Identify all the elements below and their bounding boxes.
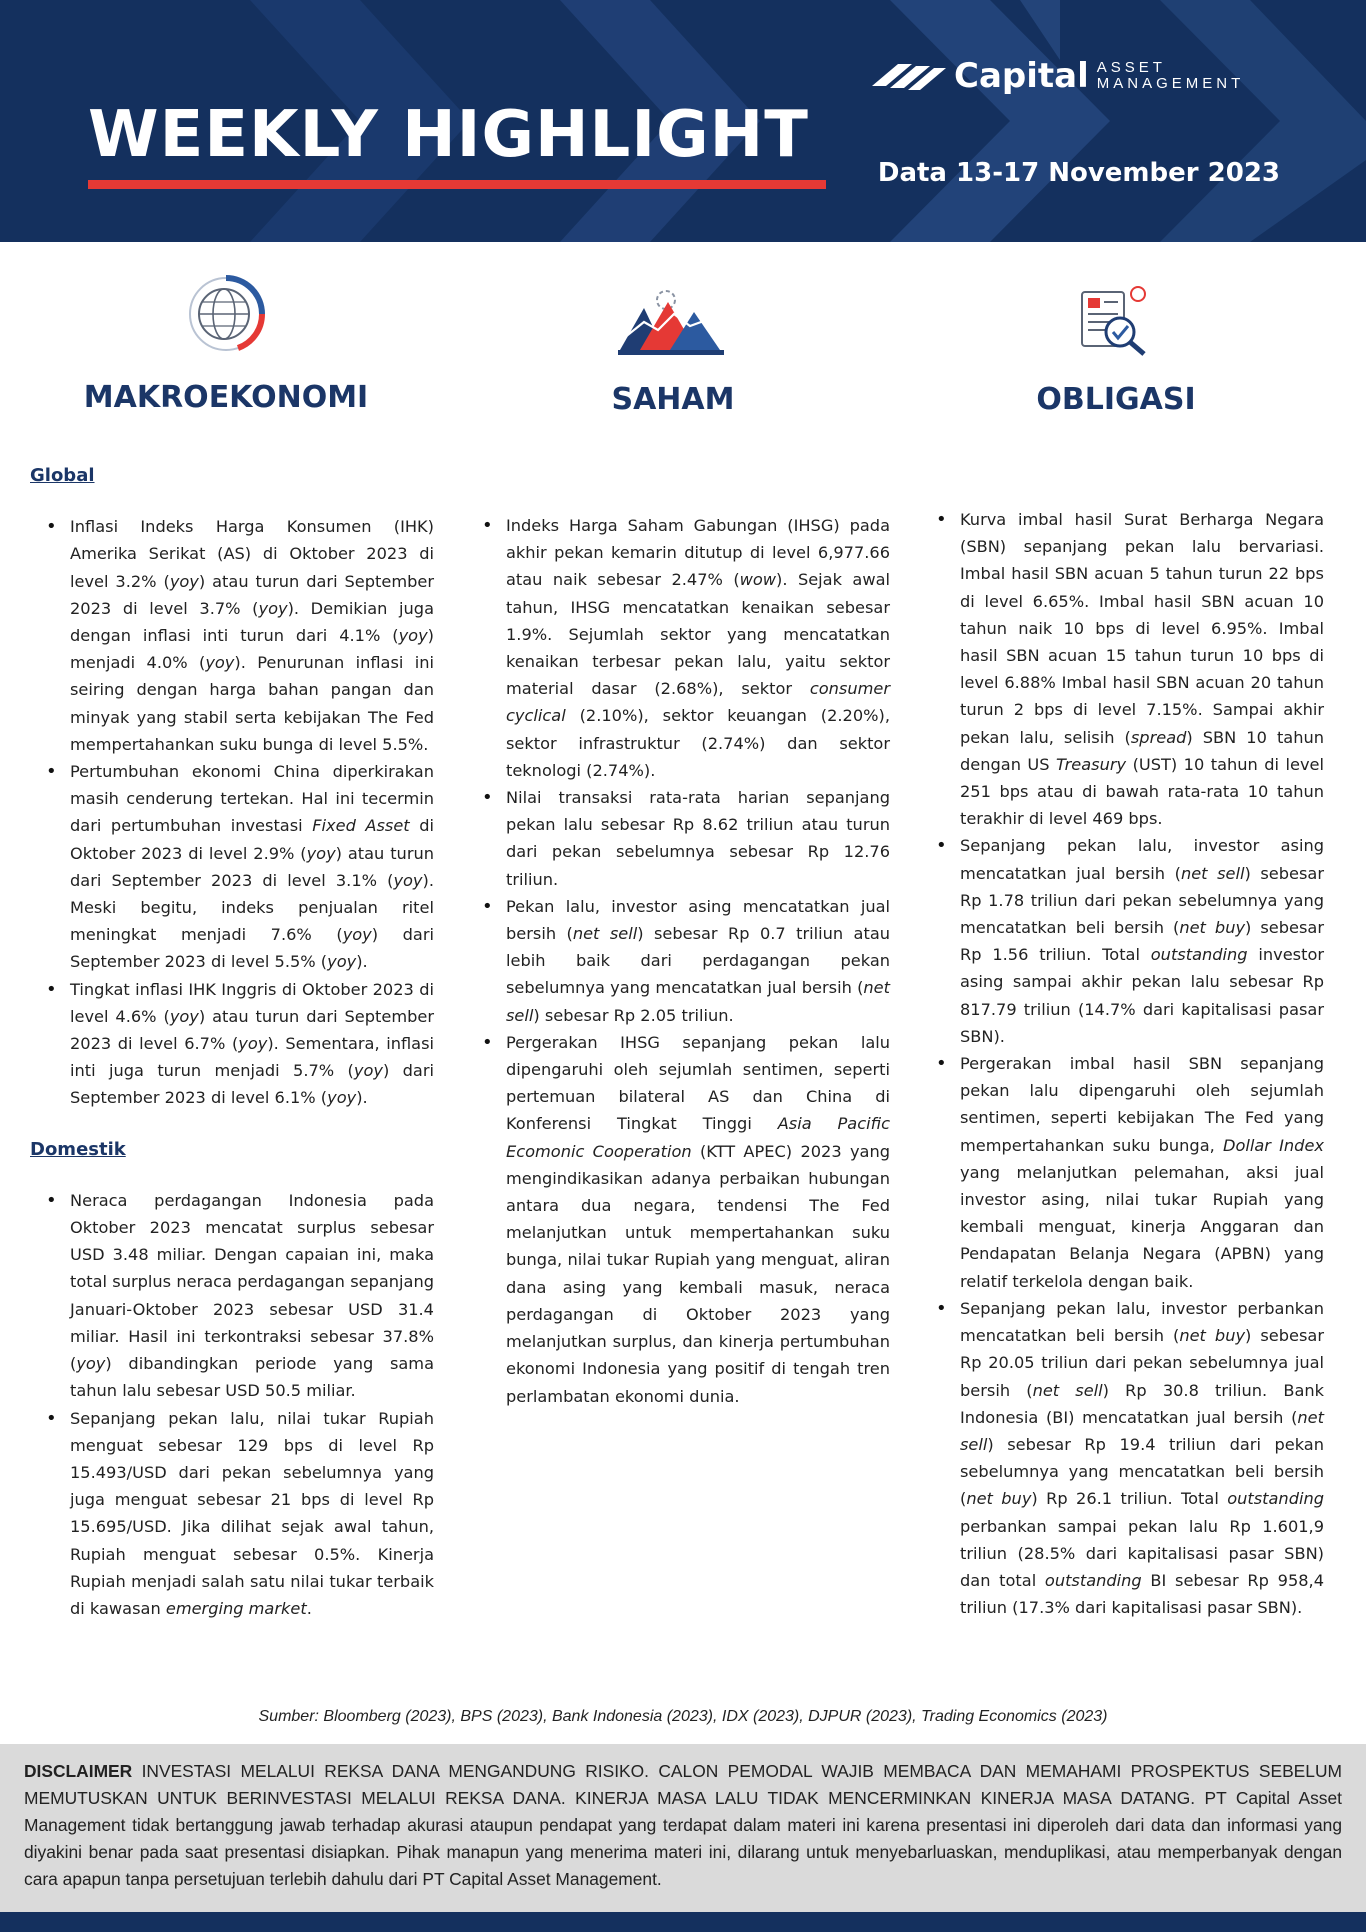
disclaimer-text: INVESTASI MELALUI REKSA DANA MENGANDUNG RISIKO. CALON PEMODAL WAJIB MEMBACA DAN MEMAHAMI PROSPEKTUS SEBELUM MEMUTUSKAN UNTUK BERINVESTASI MELALUI REKSA DANA. KINERJA MASA LALU TIDAK MENCERMINKAN KINERJA MASA DATANG. PT Capital Asset Management tidak bertanggung jawab terhadap akurasi ataupun pendapat yang terdapat dalam materi ini karena presentasi ini diperoleh dari data dan informasi yang diyakini benar pada saat presentasi disiapkan. Pihak manapun yang menerima materi ini, dilarang untuk menyebarluaskan, menduplikasi, atau memperbanyak dengan cara apapun tanpa persetujuan terlebih dahulu dari PT Capital Asset Management. [24,1761,1342,1889]
list-item [466,784,890,893]
italic-term: net sell [960,1407,1324,1454]
text-segment: ) atau turun dari September 2023 di level 3.1% ( [70,843,434,890]
column-title-obligasi: OBLIGASI [1036,382,1196,417]
italic-term: net sell [1032,1380,1103,1400]
global-list [30,513,434,1111]
italic-term: wow [739,570,777,590]
italic-term: yoy [169,1006,199,1026]
text-segment: ) dari September 2023 di level 6.1% ( [70,1061,434,1108]
italic-term: yoy [76,1354,106,1374]
text-segment: ) sebesar Rp 2.05 triliun. [533,1005,734,1025]
italic-term: yoy [353,1061,383,1081]
text-segment: ) sebesar Rp 1.78 triliun dari pekan sebelumnya yang mencatatkan beli bersih ( [960,863,1324,938]
logo-sub-line-1: ASSET [1096,59,1166,76]
text-segment: ) Rp 26.1 triliun. Total [1031,1489,1228,1509]
source-note: Sumber: Bloomberg (2023), BPS (2023), Bank Indonesia (2023), IDX (2023), DJPUR (2023), Trading Economics (2023) [258,1708,1108,1725]
italic-term: yoy [238,1034,268,1054]
italic-term: yoy [205,653,235,673]
title-underline [88,180,826,189]
text-segment: Pertumbuhan ekonomi China diperkirakan masih cenderung tertekan. Hal ini tecermin dari pertumbuhan investasi [70,762,434,836]
italic-term: net sell [1180,863,1245,883]
list-item [30,1405,434,1623]
saham-column [466,512,890,1410]
text-segment: Pekan lalu, investor asing mencatatkan jual bersih ( [506,896,890,944]
text-segment: (2.10%), sektor keuangan (2.20%), sektor infrastruktur (2.74%) dan sektor teknologi (2.74%). [506,706,890,780]
footer-bar [0,1912,1366,1932]
text-segment: ) sebesar Rp 20.05 triliun dari pekan sebelumnya jual bersih ( [960,1326,1325,1400]
italic-term: net sell [506,978,890,1025]
capital-logo [868,56,1244,96]
text-segment: ) atau turun dari September 2023 di level 6.7% ( [70,1006,434,1054]
text-segment: ) dari September 2023 di level 5.5% ( [70,925,434,972]
mountain-chart-icon [618,286,728,360]
logo-brand-text: Capital [954,56,1089,96]
global-heading: Global [30,465,95,486]
italic-term: yoy [306,843,336,863]
text-segment: ). Penurunan inflasi ini seiring dengan harga bahan pangan dan minyak yang stabil serta kebijakan The Fed mempertahankan suku bunga di level 5.5%. [70,653,434,754]
italic-term: outstanding [1227,1489,1324,1509]
column-title-saham: SAHAM [611,382,735,417]
text-segment: ) menjadi 4.0% ( [70,626,434,673]
header-banner [0,0,1366,242]
text-segment: ). [356,952,368,972]
text-segment: Tingkat inflasi IHK Inggris di Oktober 2023 di level 4.6% ( [70,979,434,1026]
italic-term: net buy [966,1489,1032,1509]
text-segment: (UST) 10 tahun di level 251 bps atau di bawah rata-rata 10 tahun terakhir di level 469 bps. [960,754,1324,829]
italic-term: Treasury [1056,754,1127,774]
text-segment: Nilai transaksi rata-rata harian sepanjang pekan lalu sebesar Rp 8.62 triliun atau turun dari pekan sebelumnya sebesar Rp 12.76 triliun. [506,788,890,889]
italic-term: yoy [342,925,372,945]
text-segment: (KTT APEC) 2023 yang mengindikasikan adanya perbaikan hubungan antara dua negara, tendensi The Fed melanjutkan untuk mempertahankan suku bunga, nilai tukar Rupiah yang menguat, aliran dana asing yang kembali masuk, neraca perdagangan di Oktober 2023 yang melanjutkan surplus, dan kinerja pertumbuhan ekonomi Indonesia yang positif di tengah tren perlambatan ekonomi dunia. [506,1141,890,1406]
list-item [920,1295,1324,1621]
domestik-list [30,1187,434,1622]
text-segment: investor asing sampai akhir pekan lalu sebesar Rp 817.79 triliun (14.7% dari kapitalisasi pasar SBN). [960,945,1325,1046]
page-title: WEEKLY HIGHLIGHT [88,98,809,172]
text-segment: Neraca perdagangan Indonesia pada Oktober 2023 mencatat surplus sebesar USD 3.48 miliar. Dengan capaian ini, maka total surplus neraca perdagangan sepanjang Januari-Oktober 2023 sebesar USD 31.4 miliar. Hasil ini terkontraksi sebesar 37.8% ( [70,1190,434,1374]
italic-term: yoy [327,952,357,972]
italic-term: outstanding [1044,1570,1142,1590]
text-segment: ) Rp 30.8 triliun. Bank Indonesia (BI) mencatatkan jual bersih ( [960,1380,1324,1427]
italic-term: net buy [1179,918,1246,938]
italic-term: Dollar Index [1222,1135,1324,1155]
text-segment: ). Demikian juga dengan inflasi inti turun dari 4.1% ( [70,598,435,646]
text-segment: Kurva imbal hasil Surat Berharga Negara (SBN) sepanjang pekan lalu bervariasi. Imbal hasil SBN acuan 5 tahun turun 22 bps di level 6.65%. Imbal hasil SBN acuan 10 tahun naik 10 bps di level 6.95%. Imbal hasil SBN acuan 15 tahun turun 10 bps di level 6.88% Imbal hasil SBN acuan 20 tahun turun 2 bps di level 7.15%. Sampai akhir pekan lalu, selisih ( [960,510,1324,747]
list-item [920,1050,1324,1295]
italic-term: outstanding [1150,945,1248,965]
text-segment: . [306,1598,312,1618]
text-segment: ) SBN 10 tahun dengan US [960,727,1325,774]
globe-icon [186,274,266,354]
italic-term: Fixed Asset [312,816,410,836]
disclaimer [24,1758,1342,1893]
text-segment: perbankan sampai pekan lalu Rp 1.601,9 triliun (28.5% dari kapitalisasi pasar SBN) dan total [960,1516,1324,1590]
italic-term: emerging market [165,1598,307,1618]
italic-term: net sell [572,924,638,944]
italic-term: yoy [327,1088,357,1108]
text-segment: ) sebesar Rp 0.7 triliun atau lebih baik dari perdagangan pekan sebelumnya yang mencatatkan jual bersih ( [506,924,891,998]
text-segment: ). Sejak awal tahun, IHSG mencatatkan kenaikan sebesar 1.9%. Sejumlah sektor yang mencatatkan kenaikan terbesar pekan lalu, yaitu sektor material dasar (2.68%), sektor [506,570,890,699]
text-segment: ) atau turun dari September 2023 di level 3.7% ( [70,571,434,618]
makro-column [30,462,434,1622]
list-item [466,1029,890,1410]
obligasi-column [920,506,1324,1621]
logo-subtitle [1097,60,1245,92]
list-item [920,506,1324,832]
text-segment: Pergerakan IHSG sepanjang pekan lalu dipengaruhi oleh sejumlah sentimen, seperti pertemuan bilateral AS dan China di Konferensi Tingkat Tinggi [506,1032,890,1134]
text-segment: Sepanjang pekan lalu, nilai tukar Rupiah menguat sebesar 129 bps di level Rp 15.493/USD dari pekan sebelumnya yang juga menguat sebesar 21 bps di level Rp 15.695/USD. Jika dilihat sejak awal tahun, Rupiah menguat sebesar 0.5%. Kinerja Rupiah menjadi salah satu nilai tukar terbaik di kawasan [70,1408,434,1618]
capital-logo-icon [868,58,948,94]
italic-term: yoy [393,870,423,890]
domestik-heading: Domestik [30,1138,126,1160]
text-segment: Pergerakan imbal hasil SBN sepanjang pekan lalu dipengaruhi oleh sejumlah sentimen, seperti kebijakan The Fed yang mempertahankan suku bunga, [960,1054,1324,1155]
text-segment: Indeks Harga Saham Gabungan (IHSG) pada akhir pekan kemarin ditutup di level 6,977.66 atau naik sebesar 2.47% ( [506,516,890,590]
text-segment: ). [356,1088,368,1108]
italic-term: net buy [1179,1326,1246,1346]
text-segment: BI sebesar Rp 958,4 triliun (17.3% dari kapitalisasi pasar SBN). [960,1570,1324,1618]
list-item [30,513,434,758]
text-segment: di Oktober 2023 di level 2.9% ( [70,816,434,863]
list-item [466,893,890,1029]
italic-term: consumer cyclical [506,679,890,726]
text-segment: ) sebesar Rp 1.56 triliun. Total [960,918,1325,965]
list-item [30,1187,434,1405]
column-title-makroekonomi: MAKROEKONOMI [83,380,369,415]
document-check-icon [1076,282,1156,358]
italic-term: yoy [258,598,288,618]
text-segment: Inflasi Indeks Harga Konsumen (IHK) Amerika Serikat (AS) di Oktober 2023 di level 3.2% ( [70,517,434,591]
text-segment: ) sebesar Rp 19.4 triliun dari pekan sebelumnya yang mencatatkan beli bersih ( [960,1434,1324,1509]
list-item [920,832,1324,1050]
saham-list [466,512,890,1410]
list-item [30,976,434,1112]
italic-term: Asia Pacific Ecomonic Cooperation [506,1114,890,1161]
text-segment: ). Meski begitu, indeks penjualan ritel meningkat menjadi 7.6% ( [70,870,434,945]
italic-term: yoy [169,571,199,591]
text-segment: ) dibandingkan periode yang sama tahun lalu sebesar USD 50.5 miliar. [70,1354,434,1401]
list-item [30,758,434,976]
logo-sub-line-2: MANAGEMENT [1096,75,1245,92]
text-segment: yang melanjutkan pelemahan, aksi jual investor asing, nilai tukar Rupiah yang kembali menguat, kinerja Anggaran dan Pendapatan Belanja Negara (APBN) yang relatif terkelola dengan baik. [960,1162,1324,1291]
text-segment: Sepanjang pekan lalu, investor asing mencatatkan jual bersih ( [960,836,1324,883]
obligasi-list [920,506,1324,1621]
report-date: Data 13-17 November 2023 [877,158,1280,188]
italic-term: spread [1130,727,1187,747]
disclaimer-label: DISCLAIMER [24,1761,133,1781]
list-item [466,512,890,784]
text-segment: ). Sementara, inflasi inti juga turun menjadi 5.7% ( [70,1034,434,1081]
text-segment: Sepanjang pekan lalu, investor perbankan mencatatkan beli bersih ( [960,1298,1324,1346]
italic-term: yoy [398,626,428,646]
